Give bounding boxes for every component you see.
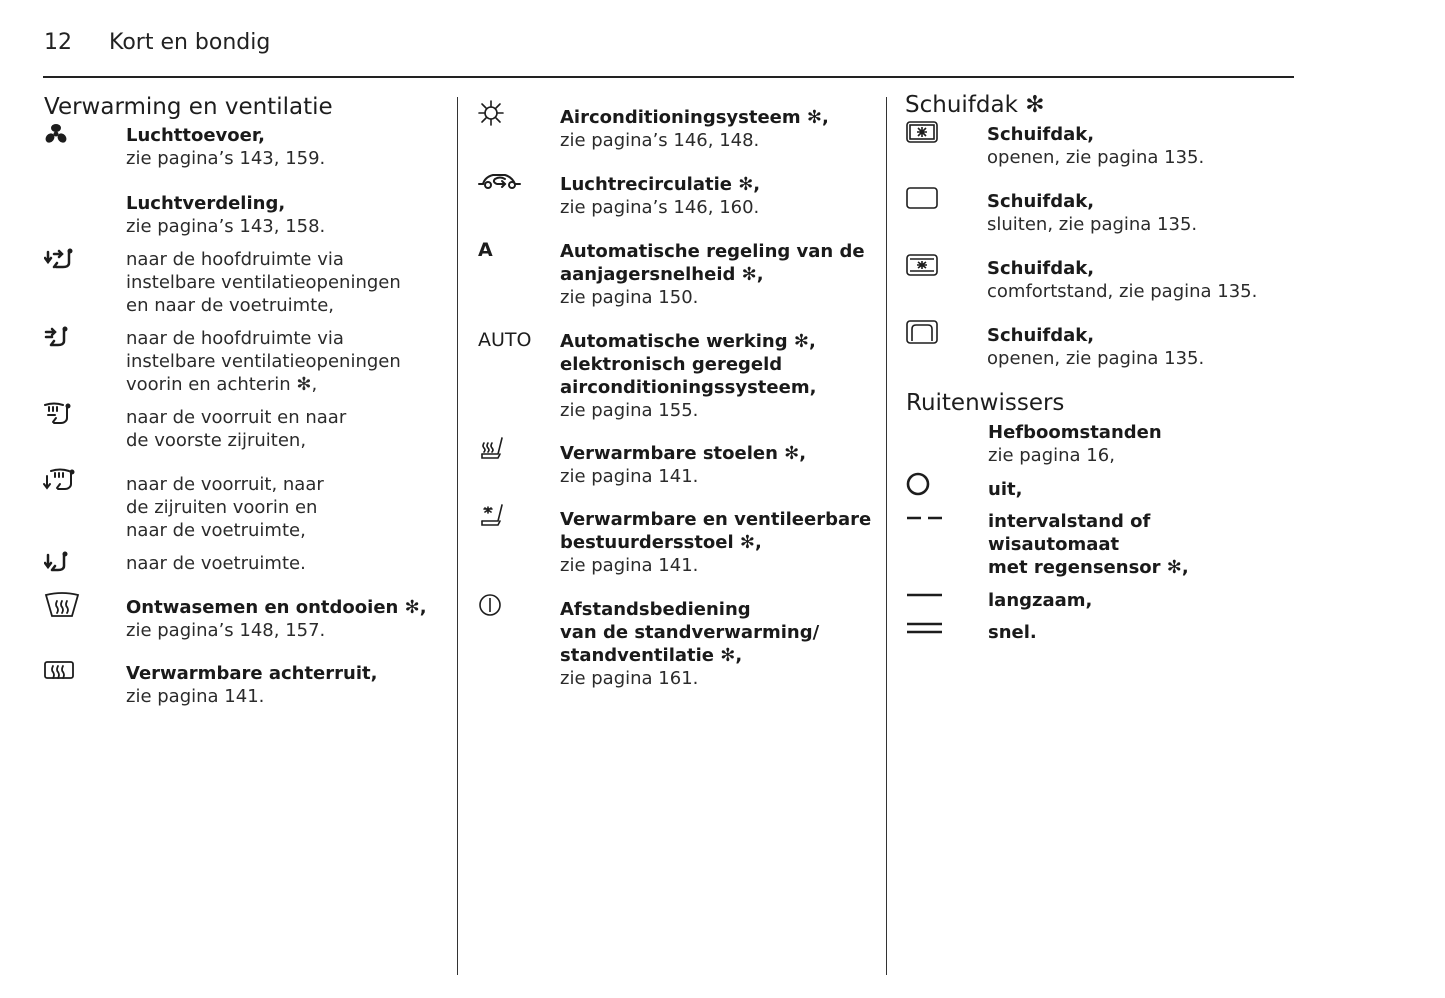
entry-wiper-slow: langzaam, [988,590,1093,611]
recirculation-icon [476,168,524,192]
entry-air-conditioning: Airconditioningsysteem ✻, zie pagina’s 146, 148. [560,107,829,151]
ventilated-seat-icon [478,503,506,529]
header-divider [43,76,1294,78]
page-number: 12 [44,30,72,55]
rear-window-heating-icon [43,659,75,683]
section-title-heating: Verwarming en ventilatie [44,94,333,120]
entry-windscreen: naar de voorruit en naar de voorste zijruiten, [126,407,347,451]
sunroof-comfort-icon [905,253,939,277]
entry-lever-positions: Hefboomstanden zie pagina 16, [988,422,1162,466]
remote-control-icon [478,593,504,619]
vent-and-footwell-icon [44,248,74,270]
fan-icon [44,123,68,145]
entry-defrost: Ontwasemen en ontdooien ✻, zie pagina’s 148, 157. [126,597,427,641]
chapter-title: Kort en bondig [109,30,271,55]
entry-heated-seats: Verwarmbare stoelen ✻, zie pagina 141. [560,443,807,487]
entry-auto-mode: Automatische werking ✻, elektronisch geregeld airconditioningssysteem, zie pagina 155. [560,331,817,421]
sunroof-tilt-icon [905,319,939,345]
entry-sunroof-comfort: Schuifdak, comfortstand, zie pagina 135. [987,258,1258,302]
entry-fan-speed-auto: Automatische regeling van de aanjagersnelheid ✻, zie pagina 150. [560,241,865,308]
sunroof-open-icon [905,120,939,144]
heated-seat-icon [478,436,506,462]
entry-air-distribution: Luchtverdeling, zie pagina’s 143, 158. [126,193,326,237]
entry-sunroof-close: Schuifdak, sluiten, zie pagina 135. [987,191,1198,235]
page-header [44,30,270,55]
entry-air-supply: Luchttoevoer, zie pagina’s 143, 159. [126,125,326,169]
entry-vent-footwell: naar de hoofdruimte via instelbare ventilatieopeningen en naar de voetruimte, [126,249,401,316]
entry-wiper-off: uit, [988,479,1023,500]
windscreen-icon [44,402,72,426]
entry-rear-window: Verwarmbare achterruit, zie pagina 141. [126,663,378,707]
label-auto: AUTO [478,329,532,351]
vent-front-rear-icon [44,326,70,348]
entry-ventilated-seat: Verwarmbare en ventileerbare bestuurdersstoel ✻, zie pagina 141. [560,509,872,576]
entry-footwell: naar de voetruimte. [126,553,306,574]
windscreen-footwell-icon [43,468,75,494]
entry-vent-front-rear: naar de hoofdruimte via instelbare ventilatieopeningen voorin en achterin ✻, [126,328,401,395]
section-title-sunroof: Schuifdak ✻ [905,92,1045,118]
entry-wiper-interval: intervalstand of wisautomaat met regensensor ✻, [988,511,1189,578]
wiper-fast-icon [906,618,944,638]
column-divider-1 [457,97,458,975]
entry-wiper-fast: snel. [988,622,1037,643]
entry-windscreen-footwell: naar de voorruit, naar de zijruiten voorin en naar de voetruimte, [126,474,324,541]
section-title-wipers: Ruitenwissers [906,390,1065,416]
wiper-slow-icon [906,585,944,605]
air-conditioning-icon [478,100,504,126]
wiper-interval-icon [906,508,944,528]
wiper-off-icon [906,472,932,498]
entry-sunroof-tilt: Schuifdak, openen, zie pagina 135. [987,325,1205,369]
entry-remote-control: Afstandsbediening van de standverwarming/ standventilatie ✻, zie pagina 161. [560,599,820,689]
defrost-icon [44,592,80,618]
entry-sunroof-open: Schuifdak, openen, zie pagina 135. [987,124,1205,168]
column-divider-2 [886,97,887,975]
sunroof-close-icon [905,186,939,210]
entry-recirculation: Luchtrecirculatie ✻, zie pagina’s 146, 160. [560,174,761,218]
label-a: A [478,239,493,261]
footwell-icon [44,551,70,573]
